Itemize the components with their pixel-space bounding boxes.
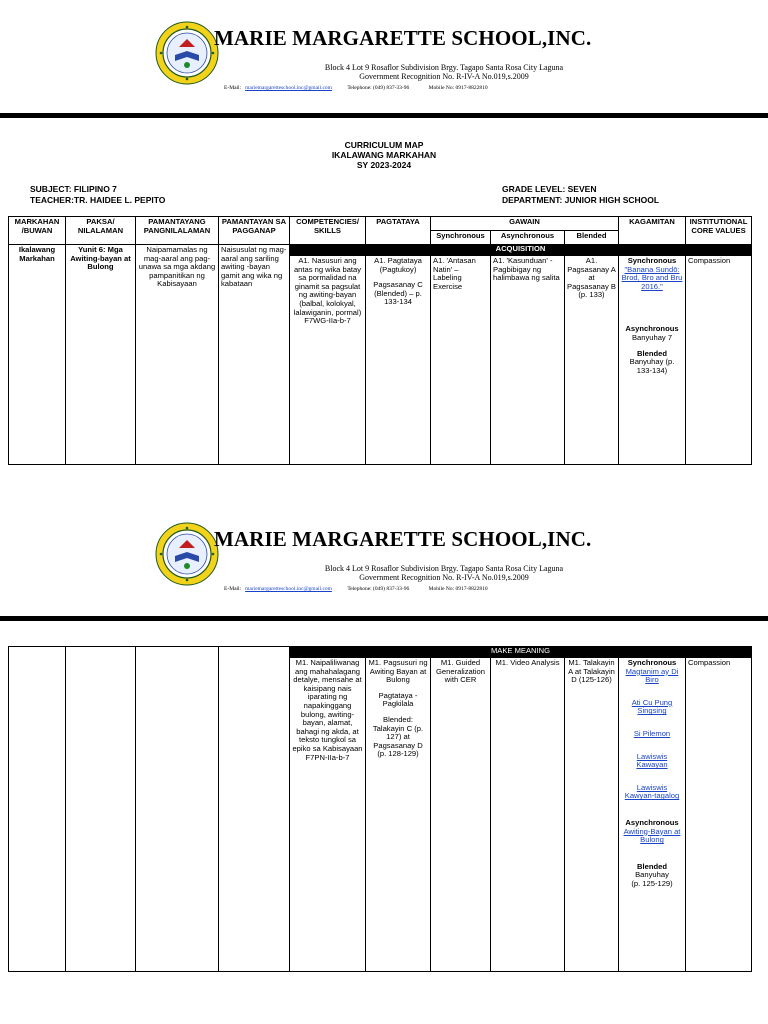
paksa-cell: [66, 647, 136, 972]
kagamitan-blended-label: Blended: [637, 861, 667, 871]
resource-link-awiting-bayan[interactable]: Awiting-Bayan at Bulong: [623, 826, 681, 845]
header-core-values: INSTITUTIONAL CORE VALUES: [686, 217, 752, 245]
sync-activity-cell: A1. 'Antasan Natin' – Labeling Exercise: [431, 256, 491, 465]
subject: SUBJECT: FILIPINO 7: [30, 184, 117, 194]
title-line-2: IKALAWANG MARKAHAN: [331, 150, 437, 160]
pagganap-cell: [219, 647, 290, 972]
kagamitan-sync-label: Synchronous: [627, 658, 677, 667]
kagamitan-blended-value: Banyuhay: [635, 870, 669, 880]
make-meaning-band: MAKE MEANING: [290, 647, 752, 658]
header-divider: [0, 616, 768, 621]
header-markahan: MARKAHAN /BUWAN: [9, 217, 66, 245]
pagtataya-line: M1. Pagsusuri ng Awiting Bayan at Bulong: [368, 658, 428, 685]
curriculum-table-make-meaning: [8, 646, 752, 972]
mobile: Mobile No: 0917-8822810: [428, 85, 488, 91]
pamantayang-cell: [136, 647, 219, 972]
pagtataya-line: Pagtataya - Pagkilala: [378, 690, 418, 709]
pagtataya-cell: [366, 256, 431, 465]
competency-cell: A1. Nasusuri ang antas ng wika batay sa pormalidad na ginamit sa pagsulat ng awiting-bayan (balbal, kolokyal, lalawiganin, pormal) F7WG-IIa-b-7: [290, 256, 366, 465]
sync-activity-cell: M1. Guided Generalization with CER: [431, 658, 491, 972]
title-line-3: SY 2023-2024: [356, 160, 412, 170]
school-contact: [224, 85, 492, 91]
title-line-1: CURRICULUM MAP: [344, 140, 424, 150]
song-link-ati-cu-pung[interactable]: Ati Cu Pung Singsing: [631, 697, 673, 716]
school-name: MARIE MARGARETTE SCHOOL,INC.: [214, 26, 592, 50]
song-link-lawiswis-kawayan[interactable]: Lawiswis Kawayan: [636, 751, 668, 770]
email-label: E-Mail:: [224, 85, 242, 91]
school-address: Block 4 Lot 9 Rosaflor Subdivision Brgy. Tagapo Santa Rosa City Laguna: [324, 63, 564, 72]
core-value-cell: Compassion: [686, 256, 752, 465]
header-blended: Blended: [565, 231, 619, 245]
header-pamantayang: PAMANTAYANG PANGNILALAMAN: [136, 217, 219, 245]
department: DEPARTMENT: JUNIOR HIGH SCHOOL: [502, 195, 660, 205]
curriculum-table-acquisition: [8, 216, 752, 465]
school-contact: [224, 586, 492, 592]
school-recognition: Government Recognition No. R-IV-A No.019,s.2009: [359, 72, 529, 81]
mobile: Mobile No: 0917-8822810: [428, 586, 488, 592]
teacher: TEACHER:TR. HAIDEE L. PEPITO: [30, 195, 166, 205]
blended-activity-cell: M1. Talakayin A at Talakayin D (125-126): [565, 658, 619, 972]
resource-link[interactable]: "Banana Sundō: Brod, Bro and Bru 2016.": [621, 264, 683, 291]
kagamitan-async-value: Banyuhay 7: [631, 332, 673, 342]
kagamitan-sync-label: Synchronous: [627, 256, 677, 265]
header-pagganap: PAMANTAYAN SA PAGGANAP: [219, 217, 290, 245]
kagamitan-cell: [619, 256, 686, 465]
song-link-magtanim[interactable]: Magtanim ay Di Biro: [625, 666, 679, 685]
async-activity-cell: A1. 'Kasunduan' - Pagbibigay ng halimbawa ng salita: [491, 256, 565, 465]
kagamitan-blended-value: Banyuhay (p. 133-134): [629, 357, 675, 375]
header-gawain: GAWAIN: [431, 217, 619, 231]
subject-teacher-info: [30, 184, 165, 206]
markahan-cell: [9, 647, 66, 972]
pagtataya-line: Blended: Talakayin C (p. 127) at Pagsasanay D (p. 128-129): [372, 714, 424, 759]
header-pagtataya: PAGTATAYA: [366, 217, 431, 245]
header-kagamitan: KAGAMITAN: [619, 217, 686, 245]
song-link-si-pilemon[interactable]: Si Pilemon: [633, 728, 671, 738]
grade-department-info: [502, 184, 659, 206]
header-synchronous: Synchronous: [431, 231, 491, 245]
pagtataya-cell: [366, 658, 431, 972]
kagamitan-async-label: Asynchronous: [625, 324, 679, 334]
pagganap-cell: Naisusulat ng mag-aaral ang sariling awiting -bayan gamit ang wika ng kabataan: [219, 245, 290, 465]
pagtataya-line: Pagsasanay C (Blended) – p. 133-134: [373, 280, 423, 307]
kagamitan-blended-pages: (p. 125-129): [631, 878, 673, 888]
email-link[interactable]: mariemargaretteschool.inc@gmail.com: [245, 85, 332, 91]
document-title: [0, 140, 768, 170]
acquisition-band: ACQUISITION: [290, 245, 752, 256]
core-value-cell: Compassion: [686, 658, 752, 972]
pagtataya-line: A1. Pagtataya (Pagtukoy): [374, 256, 422, 274]
header-paksa: PAKSA/ NILALAMAN: [66, 217, 136, 245]
blended-activity-cell: A1. Pagsasanay A at Pagsasanay B (p. 133): [565, 256, 619, 465]
telephone: Telephone: (049) 837-33-96: [347, 586, 410, 592]
school-header: [0, 501, 768, 601]
school-name: MARIE MARGARETTE SCHOOL,INC.: [214, 527, 592, 551]
kagamitan-cell: [619, 658, 686, 972]
header-divider: [0, 113, 768, 118]
email-link[interactable]: mariemargaretteschool.inc@gmail.com: [245, 586, 332, 592]
song-link-lawiswis-tagalog[interactable]: Lawiswis Kawyan-tagalog: [624, 782, 680, 801]
kagamitan-blended-label: Blended: [637, 348, 667, 358]
header-asynchronous: Asynchronous: [491, 231, 565, 245]
async-activity-cell: M1. Video Analysis: [491, 658, 565, 972]
school-recognition: Government Recognition No. R-IV-A No.019,s.2009: [359, 573, 529, 582]
pamantayang-cell: Naipamamalas ng mag-aaral ang pag-unawa sa mga akdang pampanitikan ng Kabisayaan: [136, 245, 219, 465]
kagamitan-async-label: Asynchronous: [625, 817, 679, 827]
email-label: E-Mail:: [224, 586, 242, 592]
paksa-cell: Yunit 6: Mga Awiting-bayan at Bulong: [66, 245, 136, 465]
header-competencies: COMPETENCIES/ SKILLS: [290, 217, 366, 245]
grade-level: GRADE LEVEL: SEVEN: [502, 184, 597, 194]
school-header: [0, 0, 768, 100]
markahan-cell: Ikalawang Markahan: [9, 245, 66, 465]
competency-cell: M1. Naipaliliwanag ang mahahalagang detalye, mensahe at kaisipang nais iparating ng napakinggang bulong, awiting-bayan, alamat, bahagi ng akda, at teksto tungkol sa epiko sa Kabisayaan F7PN-IIa-b-7: [290, 658, 366, 972]
telephone: Telephone: (049) 837-33-96: [347, 85, 410, 91]
school-address: Block 4 Lot 9 Rosaflor Subdivision Brgy. Tagapo Santa Rosa City Laguna: [324, 564, 564, 573]
